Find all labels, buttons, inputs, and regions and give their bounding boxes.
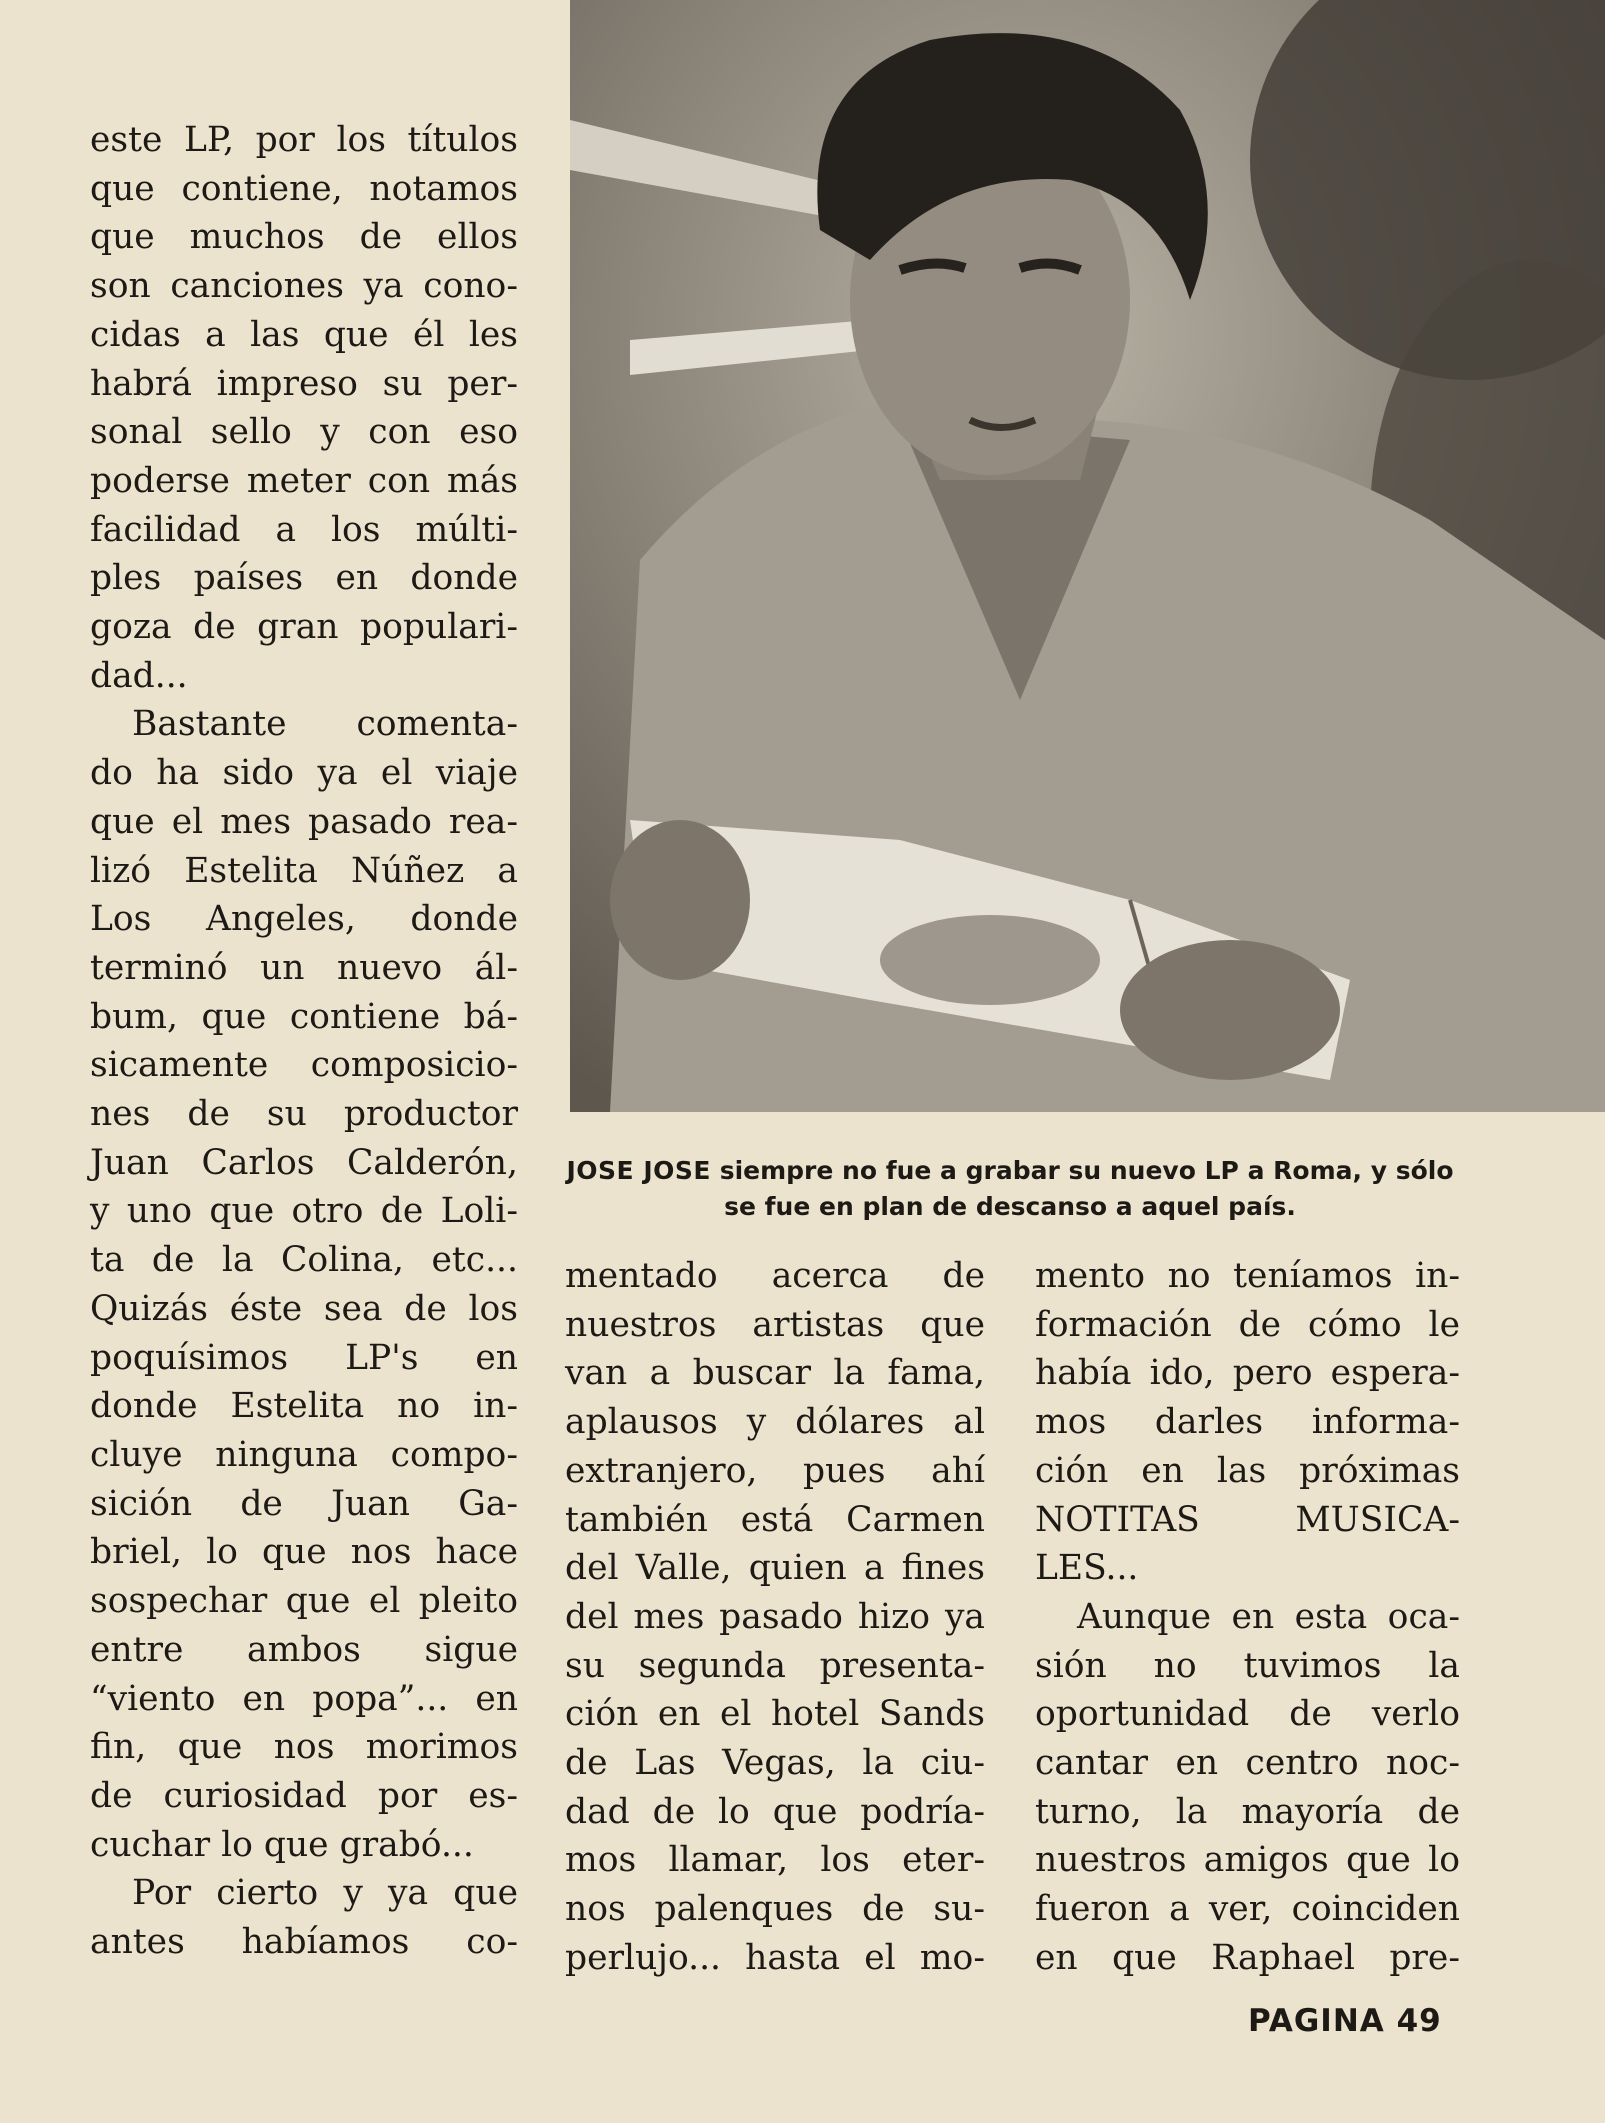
- text-line: extranjero, pues ahí: [565, 1450, 985, 1491]
- text-line: de curiosidad por es-: [90, 1775, 518, 1816]
- text-line: su segunda presenta-: [565, 1645, 985, 1686]
- text-line: briel, lo que nos hace: [90, 1532, 518, 1573]
- text-line: habrá impreso su per-: [90, 363, 518, 404]
- text-line: ción en las próximas: [1035, 1450, 1460, 1491]
- text-line: turno, la mayoría de: [1035, 1791, 1460, 1832]
- text-line: “viento en popa”... en: [90, 1678, 518, 1719]
- text-line: antes habíamos co-: [90, 1922, 518, 1963]
- text-line: ción en el hotel Sands: [565, 1694, 985, 1735]
- text-line: facilidad a los múlti-: [90, 509, 518, 550]
- text-line: nuestros amigos que lo: [1035, 1840, 1460, 1881]
- caption-line-1-rest: siempre no fue a grabar su nuevo LP a Roma, y sólo: [710, 1156, 1454, 1185]
- text-line: cidas a las que él les: [90, 314, 518, 355]
- text-line: nos palenques de su-: [565, 1889, 985, 1930]
- text-line: cantar en centro noc-: [1035, 1743, 1460, 1784]
- text-line: Quizás éste sea de los: [90, 1288, 518, 1329]
- text-line: de Las Vegas, la ciu-: [565, 1743, 985, 1784]
- text-line: mentado acerca de: [565, 1256, 985, 1296]
- text-line: NOTITAS MUSICA-: [1035, 1499, 1460, 1540]
- text-line: Por cierto y ya que: [132, 1873, 518, 1914]
- caption-line-2: se fue en plan de descanso a aquel país.: [724, 1192, 1296, 1221]
- text-line: perlujo... hasta el mo-: [565, 1937, 985, 1978]
- text-line: fueron a ver, coinciden: [1035, 1889, 1460, 1930]
- text-line: poquísimos LP's en: [90, 1337, 518, 1378]
- text-line: van a buscar la fama,: [565, 1353, 985, 1394]
- text-line: dad de lo que podría-: [565, 1791, 985, 1832]
- text-line: ples países en donde: [90, 558, 518, 599]
- text-line: mento no teníamos in-: [1035, 1256, 1460, 1296]
- caption-name: JOSE JOSE: [566, 1156, 711, 1185]
- text-line: entre ambos sigue: [90, 1629, 518, 1670]
- text-line: en que Raphael pre-: [1035, 1937, 1460, 1978]
- text-line: lizó Estelita Núñez a: [90, 850, 518, 891]
- text-line: sición de Juan Ga-: [90, 1483, 518, 1524]
- text-line: este LP, por los títulos: [90, 120, 518, 160]
- text-line: sonal sello y con eso: [90, 412, 518, 453]
- text-line: Juan Carlos Calderón,: [90, 1142, 518, 1183]
- text-line: Aunque en esta oca-: [1077, 1596, 1460, 1637]
- text-line: y uno que otro de Loli-: [90, 1191, 518, 1232]
- text-line: dad...: [90, 655, 188, 696]
- article-column-2: [565, 1252, 985, 1983]
- text-line: do ha sido ya el viaje: [90, 753, 518, 794]
- text-line: que contiene, notamos: [90, 168, 518, 209]
- text-line: aplausos y dólares al: [565, 1402, 985, 1443]
- text-line: formación de cómo le: [1035, 1304, 1460, 1345]
- text-line: sospechar que el pleito: [90, 1581, 518, 1622]
- text-line: sión no tuvimos la: [1035, 1645, 1460, 1686]
- text-line: sicamente composicio-: [90, 1045, 518, 1086]
- text-line: cluye ninguna compo-: [90, 1434, 518, 1475]
- text-line: nuestros artistas que: [565, 1304, 985, 1345]
- text-line: LES...: [1035, 1548, 1139, 1589]
- text-line: también está Carmen: [565, 1499, 985, 1540]
- text-line: ta de la Colina, etc...: [90, 1240, 518, 1281]
- photo-caption: [540, 1153, 1480, 1225]
- text-line: Bastante comenta-: [132, 704, 518, 745]
- text-line: oportunidad de verlo: [1035, 1694, 1460, 1735]
- text-line: son canciones ya cono-: [90, 266, 518, 307]
- text-line: del mes pasado hizo ya: [565, 1596, 985, 1637]
- text-line: que el mes pasado rea-: [90, 801, 518, 842]
- text-line: fin, que nos morimos: [90, 1727, 518, 1768]
- text-line: poderse meter con más: [90, 460, 518, 501]
- photo-illustration: [570, 0, 1605, 1112]
- article-column-1: [90, 116, 518, 1967]
- text-line: había ido, pero espera-: [1035, 1353, 1460, 1394]
- text-line: mos llamar, los eter-: [565, 1840, 985, 1881]
- caption-line-1: [540, 1153, 1480, 1189]
- text-line: donde Estelita no in-: [90, 1386, 518, 1427]
- article-column-3: [1035, 1252, 1460, 1983]
- text-line: nes de su productor: [90, 1094, 518, 1135]
- photo-man-reading-magazine: [570, 0, 1605, 1112]
- text-line: cuchar lo que grabó...: [90, 1824, 474, 1865]
- text-line: bum, que contiene bá-: [90, 996, 518, 1037]
- text-line: mos darles informa-: [1035, 1402, 1460, 1443]
- text-line: goza de gran populari-: [90, 607, 518, 648]
- text-line: del Valle, quien a fines: [565, 1548, 985, 1589]
- page-number: PAGINA 49: [1248, 2003, 1442, 2039]
- text-line: que muchos de ellos: [90, 217, 518, 258]
- text-line: Los Angeles, donde: [90, 899, 518, 940]
- text-line: terminó un nuevo ál-: [90, 947, 518, 988]
